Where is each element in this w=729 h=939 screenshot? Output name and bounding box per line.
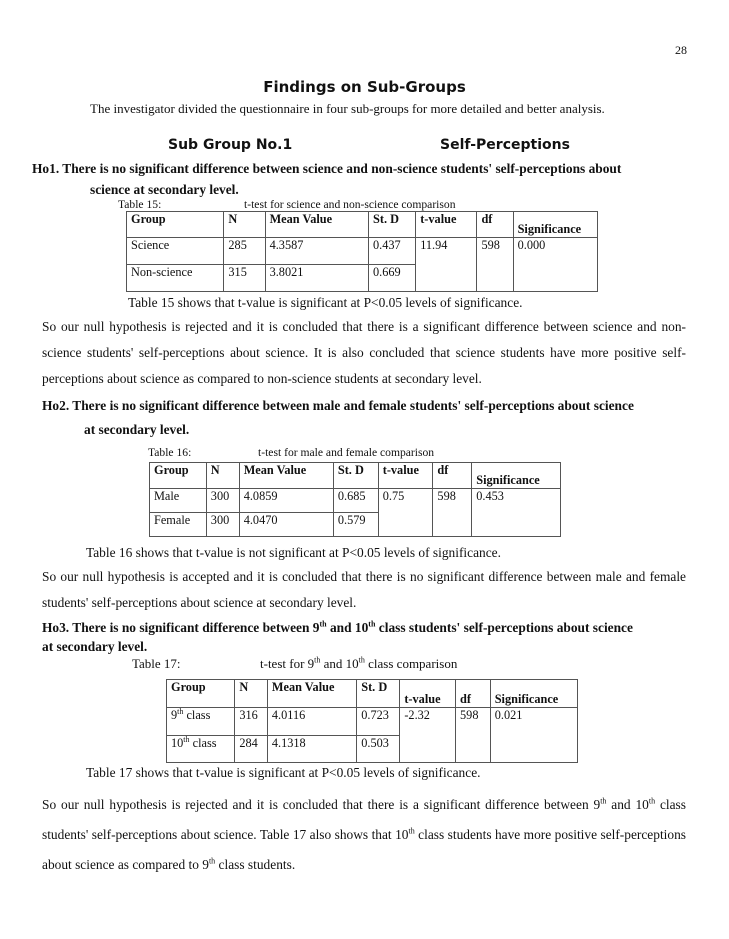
table17-sup-1: th bbox=[314, 655, 321, 665]
group-sup: th bbox=[183, 734, 190, 744]
ho3-line1-a: There is no significant difference between 9 bbox=[72, 620, 320, 635]
ho3-conc-e: class students. bbox=[218, 857, 296, 872]
cell-empty bbox=[378, 513, 433, 537]
ho3-conc-b: and 10 bbox=[611, 797, 649, 812]
cell-n: 315 bbox=[224, 265, 265, 292]
cell-group: Male bbox=[150, 489, 207, 513]
cell-mean: 4.0116 bbox=[267, 708, 356, 736]
header-n: N bbox=[206, 463, 239, 489]
cell-t: -2.32 bbox=[400, 708, 456, 736]
header-df: df bbox=[433, 463, 472, 489]
header-mean: Mean Value bbox=[239, 463, 333, 489]
ho3-conc-sup-4: th bbox=[208, 856, 216, 866]
table-row bbox=[167, 708, 578, 736]
cell-n: 300 bbox=[206, 513, 239, 537]
header-sd: St. D bbox=[357, 680, 400, 708]
table16-title: t-test for male and female comparison bbox=[258, 446, 435, 459]
header-sd: St. D bbox=[369, 212, 416, 238]
table-15 bbox=[126, 211, 598, 292]
cell-group bbox=[167, 736, 235, 763]
cell-significance: 0.453 bbox=[472, 489, 561, 513]
table15-note: Table 15 shows that t-value is significant at P<0.05 levels of significance. bbox=[128, 295, 523, 310]
cell-df: 598 bbox=[477, 238, 513, 265]
ho1-line2: science at secondary level. bbox=[90, 182, 239, 197]
cell-empty bbox=[433, 513, 472, 537]
table16-label: Table 16: bbox=[148, 446, 192, 459]
ho3-line1-c: class students' self-perceptions about science bbox=[378, 620, 633, 635]
cell-sd: 0.723 bbox=[357, 708, 400, 736]
cell-n: 285 bbox=[224, 238, 265, 265]
ho3-conc-d: class students have more positive self-perceptions about science as compared to 9 bbox=[42, 827, 686, 872]
header-significance: Significance bbox=[472, 463, 561, 489]
ho3-conc-c: class students' self-perceptions about science. Table 17 also shows that 10 bbox=[42, 797, 686, 842]
cell-group bbox=[167, 708, 235, 736]
ho3-line2: at secondary level. bbox=[42, 639, 148, 654]
header-sd: St. D bbox=[333, 463, 378, 489]
table-row bbox=[150, 513, 561, 537]
cell-sd: 0.437 bbox=[369, 238, 416, 265]
table17-title-a: t-test for 9 bbox=[260, 656, 315, 671]
page-title: Findings on Sub-Groups bbox=[263, 78, 466, 96]
ho2-hypothesis: Ho2. There is no significant difference between male and female students' self-perceptions about science bbox=[42, 398, 634, 413]
cell-df: 598 bbox=[456, 708, 491, 736]
ho3-conc-sup-2: th bbox=[648, 796, 656, 806]
ho2-line1: There is no significant difference between male and female students' self-perceptions about science bbox=[72, 398, 634, 413]
table17-title-b: and 10 bbox=[323, 656, 359, 671]
table15-title: t-test for science and non-science comparison bbox=[244, 198, 456, 211]
table-row bbox=[127, 238, 598, 265]
header-group: Group bbox=[127, 212, 224, 238]
subgroup-topic: Self-Perceptions bbox=[440, 137, 570, 153]
cell-group: Female bbox=[150, 513, 207, 537]
group-word: class bbox=[192, 736, 217, 750]
cell-empty bbox=[513, 265, 597, 292]
cell-sd: 0.685 bbox=[333, 489, 378, 513]
table17-title-c: class comparison bbox=[368, 656, 458, 671]
ho2-conclusion: So our null hypothesis is accepted and it is concluded that there is no significant difference between male and female students' self-perceptions about science at secondary level. bbox=[42, 569, 686, 610]
ho1-hypothesis: Ho1. There is no significant difference between science and non-science students' self-perceptions about bbox=[32, 161, 622, 176]
cell-n: 300 bbox=[206, 489, 239, 513]
table17-note: Table 17 shows that t-value is significant at P<0.05 levels of significance. bbox=[86, 765, 481, 780]
ho2-line2: at secondary level. bbox=[84, 422, 190, 437]
header-n: N bbox=[235, 680, 268, 708]
ho1-label: Ho1 bbox=[32, 161, 56, 176]
header-mean: Mean Value bbox=[267, 680, 356, 708]
cell-sd: 0.503 bbox=[357, 736, 400, 763]
header-t: t-value bbox=[416, 212, 477, 238]
page-number: 28 bbox=[675, 43, 687, 57]
intro-paragraph: The investigator divided the questionnaire in four sub-groups for more detailed and better analysis. bbox=[90, 101, 605, 116]
cell-group: Science bbox=[127, 238, 224, 265]
header-df: df bbox=[477, 212, 513, 238]
cell-group: Non-science bbox=[127, 265, 224, 292]
header-significance: Significance bbox=[490, 680, 577, 708]
cell-empty bbox=[456, 736, 491, 763]
cell-t: 11.94 bbox=[416, 238, 477, 265]
table17-title bbox=[260, 656, 457, 672]
ho3-conc-a: So our null hypothesis is rejected and it is concluded that there is a significant difference between 9 bbox=[42, 797, 601, 812]
ho3-conclusion bbox=[42, 790, 686, 880]
subgroup-name: Sub Group No.1 bbox=[168, 137, 293, 153]
header-df: df bbox=[456, 680, 491, 708]
cell-significance: 0.000 bbox=[513, 238, 597, 265]
cell-significance: 0.021 bbox=[490, 708, 577, 736]
table16-note: Table 16 shows that t-value is not significant at P<0.05 levels of significance. bbox=[86, 545, 501, 560]
table-row bbox=[127, 265, 598, 292]
ho3-line1-b: and 10 bbox=[329, 620, 369, 635]
cell-mean: 4.0859 bbox=[239, 489, 333, 513]
ho2-label: Ho2 bbox=[42, 398, 66, 413]
header-mean: Mean Value bbox=[265, 212, 368, 238]
group-num: 9 bbox=[171, 708, 178, 722]
ho3-conc-sup-1: th bbox=[600, 796, 607, 806]
cell-t: 0.75 bbox=[378, 489, 433, 513]
cell-mean: 4.1318 bbox=[267, 736, 356, 763]
header-significance: Significance bbox=[513, 212, 597, 238]
table-row bbox=[150, 489, 561, 513]
ho1-line1: There is no significant difference between science and non-science students' self-perceptions about bbox=[62, 161, 622, 176]
cell-mean: 4.3587 bbox=[265, 238, 368, 265]
header-group: Group bbox=[167, 680, 235, 708]
ho3-hypothesis bbox=[42, 620, 633, 636]
ho3-sup-2: th bbox=[368, 619, 376, 629]
header-t: t-value bbox=[378, 463, 433, 489]
table17-label: Table 17: bbox=[132, 656, 181, 671]
cell-empty bbox=[416, 265, 477, 292]
cell-empty bbox=[490, 736, 577, 763]
group-word: class bbox=[186, 708, 211, 722]
cell-empty bbox=[477, 265, 513, 292]
cell-sd: 0.669 bbox=[369, 265, 416, 292]
header-group: Group bbox=[150, 463, 207, 489]
table-17 bbox=[166, 679, 578, 763]
cell-mean: 4.0470 bbox=[239, 513, 333, 537]
header-n: N bbox=[224, 212, 265, 238]
ho1-conclusion: So our null hypothesis is rejected and it is concluded that there is a significant difference between science and non-science students' self-perceptions about science. It is also concluded that science students have more positive self-perceptions about science as compared to non-science students at secondary level. bbox=[42, 319, 686, 386]
table15-label: Table 15: bbox=[118, 198, 162, 211]
ho3-label: Ho3. bbox=[42, 620, 70, 635]
cell-df: 598 bbox=[433, 489, 472, 513]
cell-empty bbox=[400, 736, 456, 763]
table17-sup-2: th bbox=[358, 655, 365, 665]
group-num: 10 bbox=[171, 736, 184, 750]
table-16 bbox=[149, 462, 561, 537]
cell-n: 284 bbox=[235, 736, 268, 763]
cell-n: 316 bbox=[235, 708, 268, 736]
cell-empty bbox=[472, 513, 561, 537]
cell-sd: 0.579 bbox=[333, 513, 378, 537]
header-t: t-value bbox=[400, 680, 456, 708]
group-sup: th bbox=[177, 706, 184, 716]
ho3-sup-1: th bbox=[319, 619, 327, 629]
table-row bbox=[167, 736, 578, 763]
ho3-conc-sup-3: th bbox=[408, 826, 415, 836]
cell-mean: 3.8021 bbox=[265, 265, 368, 292]
